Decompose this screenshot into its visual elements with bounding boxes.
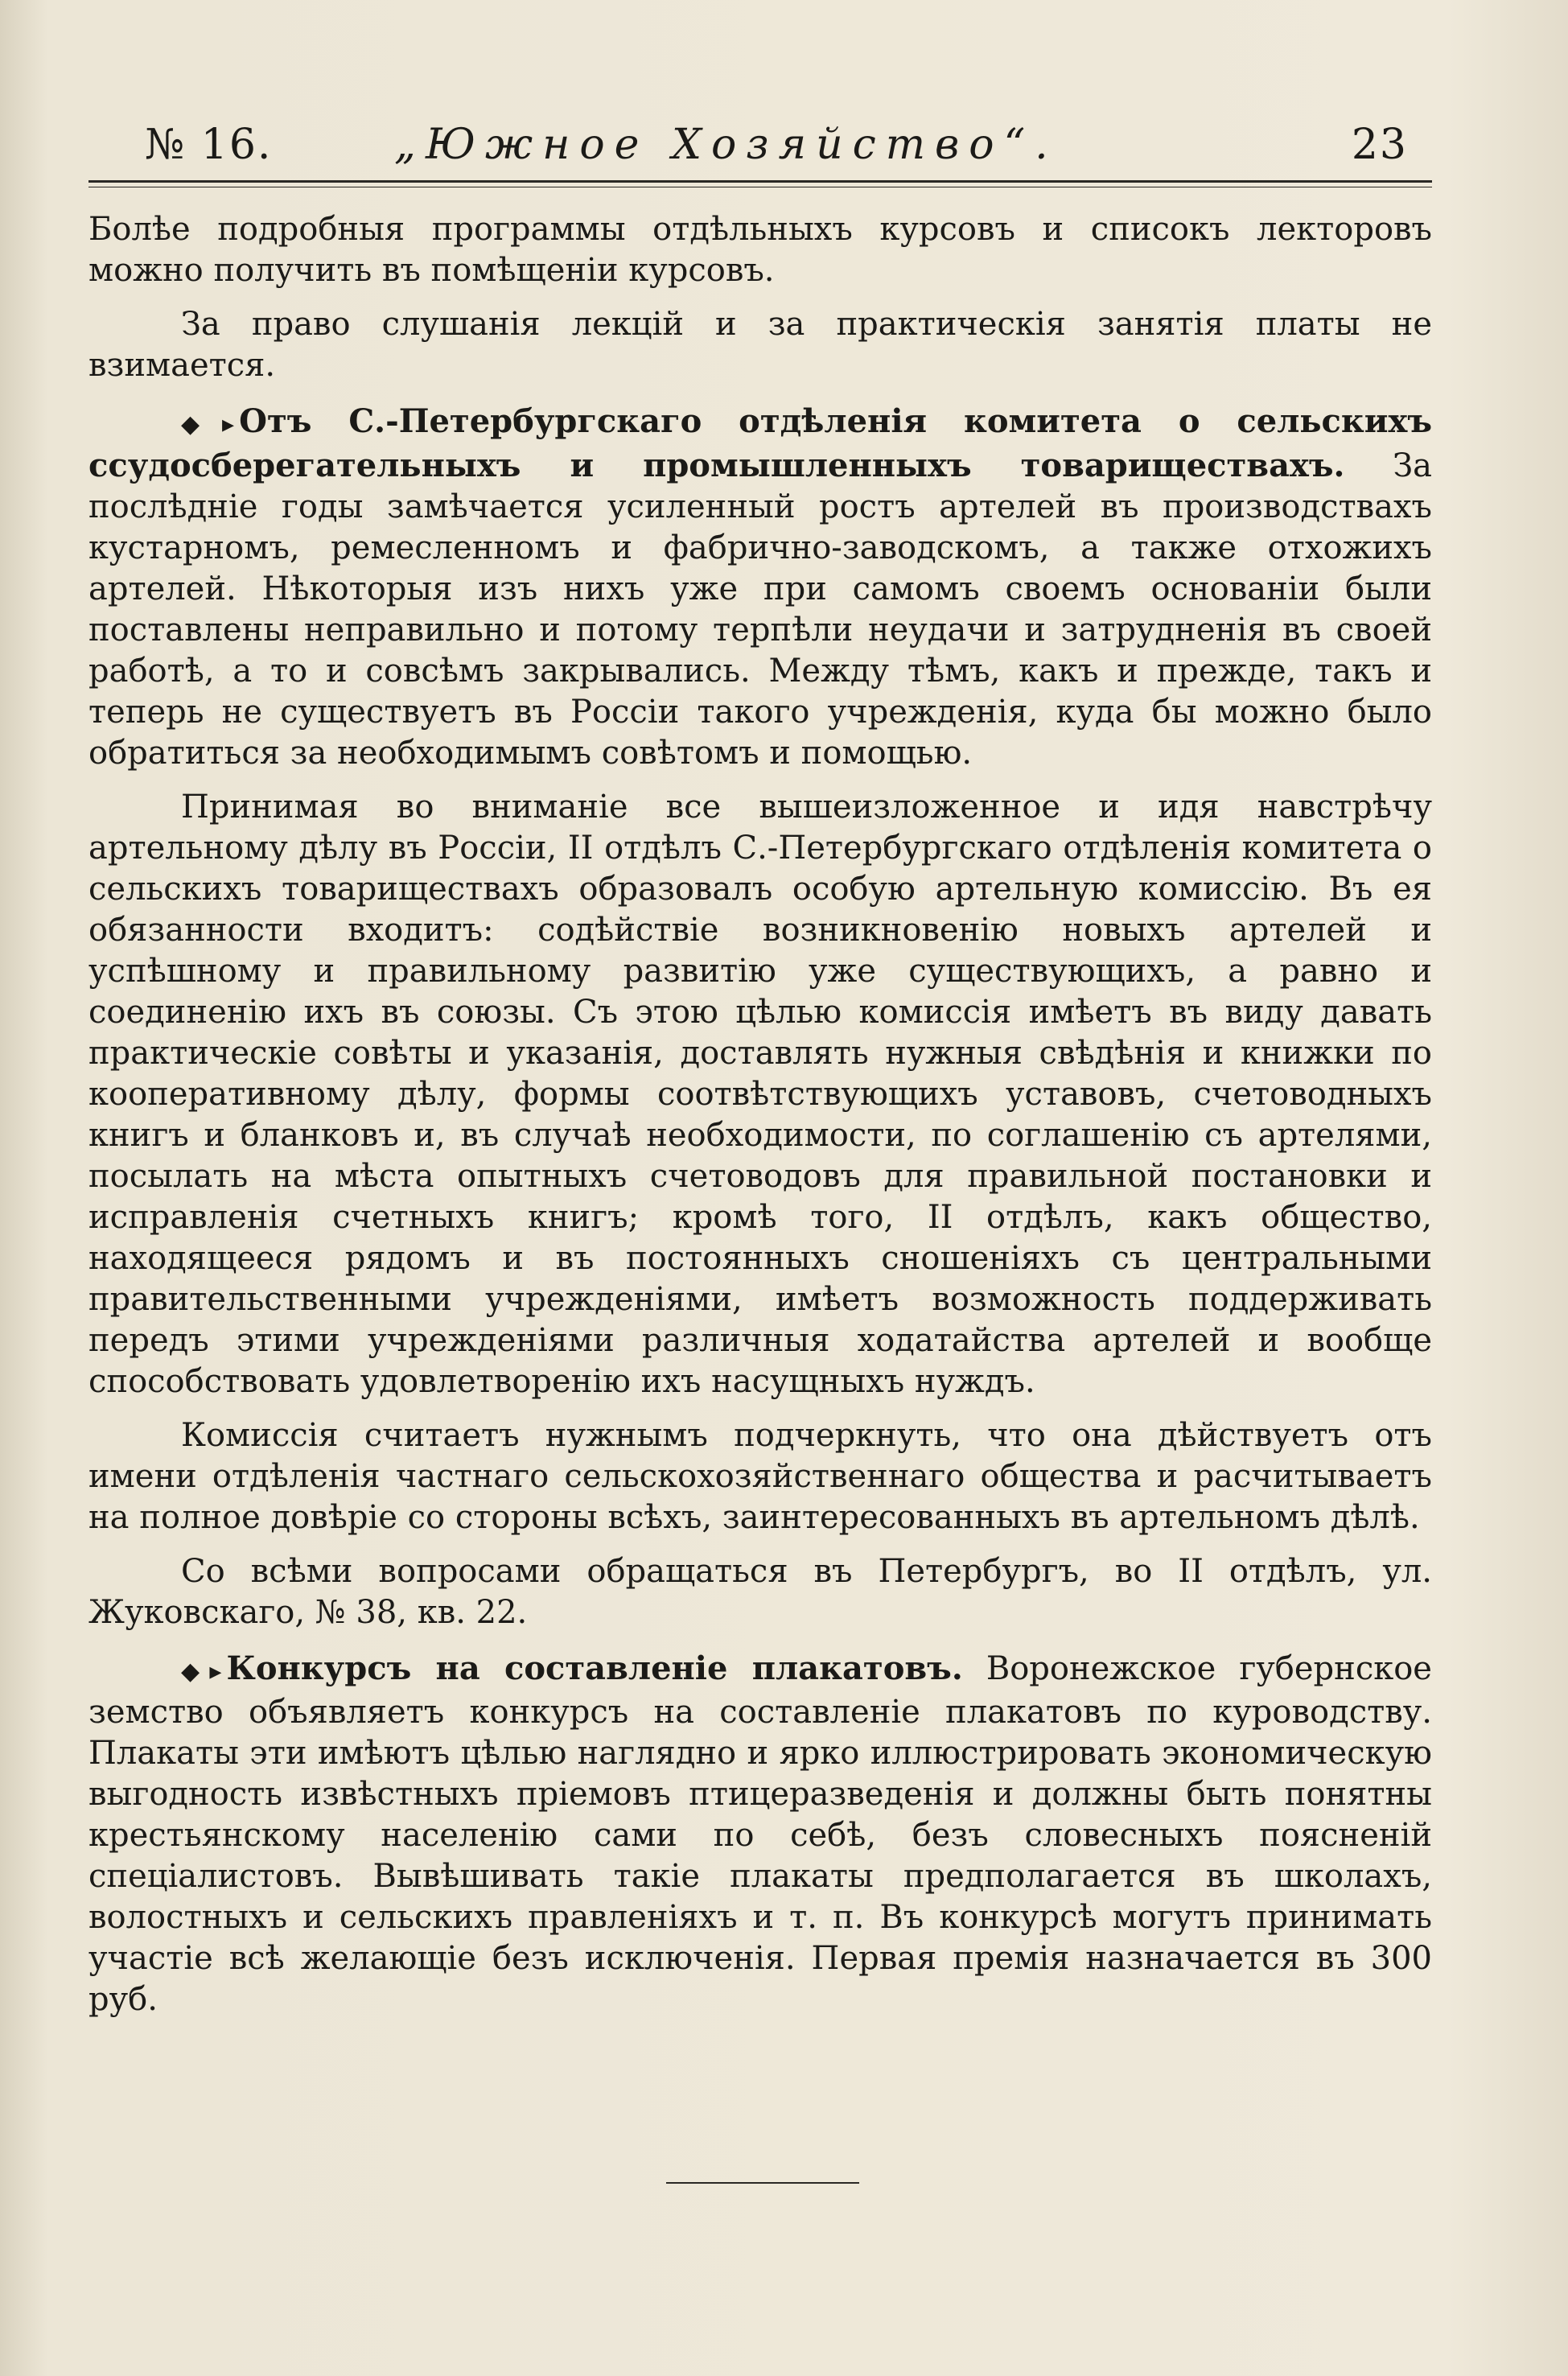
paragraph-commission-trust: Комиссія считаетъ нужнымъ подчеркнуть, что она дѣйствуетъ отъ имени отдѣленія частнаго сельскохозяйственнаго общества и расчитываетъ на полное довѣріе со стороны всѣхъ, заинтересованныхъ въ артельномъ дѣлѣ. <box>88 1417 1432 1536</box>
header-rule <box>88 180 1432 183</box>
paragraph-no-fee: За право слушанія лекцій и за практическія занятія платы не взимается. <box>88 306 1432 384</box>
paragraph-courses-info: Болѣе подробныя программы отдѣльныхъ курсовъ и списокъ лекторовъ можно получить въ помѣщеніи курсовъ. <box>88 211 1432 289</box>
hand-pointer-icon: ◆▸ <box>181 1657 219 1686</box>
notice-poster-contest <box>88 1648 1432 2020</box>
notice-artel-committee <box>88 401 1432 774</box>
notice-body: Воронежское губернское земство объявляетъ конкурсъ на составленіе плакатовъ по куроводству. Плакаты эти имѣютъ цѣлью наглядно и ярко иллюстрировать экономическую выгодность извѣстныхъ пріемовъ птицеразведенія и должны быть понятны крестьянскому населенію сами по себѣ, безъ словесныхъ поясненій спеціалистовъ. Вывѣшивать такіе плакаты предполагается въ школахъ, волостныхъ и сельскихъ правленіяхъ и т. п. Въ конкурсѣ могутъ принимать участіе всѣ желающіе безъ исключенія. Первая премія назначается въ 300 руб. <box>88 1650 1432 2018</box>
page-number: 23 <box>1351 121 1408 169</box>
end-rule <box>666 2182 859 2184</box>
journal-title: „Южное Хозяйство“. <box>394 121 1058 169</box>
paragraph-artel-commission: Принимая во вниманіе все вышеизложенное и идя навстрѣчу артельному дѣлу въ Россіи, II отдѣлъ С.-Петербургскаго отдѣленія комитета о сельскихъ товариществахъ образовалъ особую артельную комиссію. Въ ея обязанности входитъ: содѣйствіе возникновенію новыхъ артелей и успѣшному и правильному развитію уже существующихъ, а равно и соединенію ихъ въ союзы. Съ этою цѣлью комиссія имѣетъ въ виду давать практическіе совѣты и указанія, доставлять нужныя свѣдѣнія и книжки по кооперативному дѣлу, формы соотвѣтствующихъ уставовъ, счетоводныхъ книгъ и бланковъ и, въ случаѣ необходимости, по соглашенію съ артелями, посылать на мѣста опытныхъ счетоводовъ для правильной постановки и исправленія счетныхъ книгъ; кромѣ того, II отдѣлъ, какъ общество, находящееся рядомъ и въ постоянныхъ сношеніяхъ съ центральными правительственными учрежденіями, имѣетъ возможность поддерживать передъ этими учрежденіями различныя ходатайства артелей и вообще способствовать удовлетворенію ихъ насущныхъ нуждъ. <box>88 789 1432 1400</box>
running-header <box>137 113 1408 177</box>
notice-body: За послѣдніе годы замѣчается усиленный ростъ артелей въ производствахъ кустарномъ, ремесленномъ и фабрично-заводскомъ, а также отхожихъ артелей. Нѣкоторыя изъ нихъ уже при самомъ своемъ основаніи были поставлены неправильно и потому терпѣли неудачи и затрудненія въ своей работѣ, а то и совсѣмъ закрывались. Между тѣмъ, какъ и прежде, такъ и теперь не существуетъ въ Россіи такого учрежденія, куда бы можно было обратиться за необходимымъ совѣтомъ и помощью. <box>88 447 1432 772</box>
article-body <box>88 209 1432 2033</box>
notice-heading: Отъ С.-Петербургскаго отдѣленія комитета о сельскихъ ссудосберегательныхъ и промышленныхъ товариществахъ. <box>88 402 1433 484</box>
issue-number: № 16. <box>145 121 273 169</box>
notice-heading: Конкурсъ на составленіе плакатовъ. <box>226 1649 963 1687</box>
hand-pointer-icon: ◆▸ <box>181 410 232 439</box>
paragraph-contact-address: Со всѣми вопросами обращаться въ Петербургъ, во II отдѣлъ, ул. Жуковскаго, № 38, кв. 22. <box>88 1553 1432 1631</box>
